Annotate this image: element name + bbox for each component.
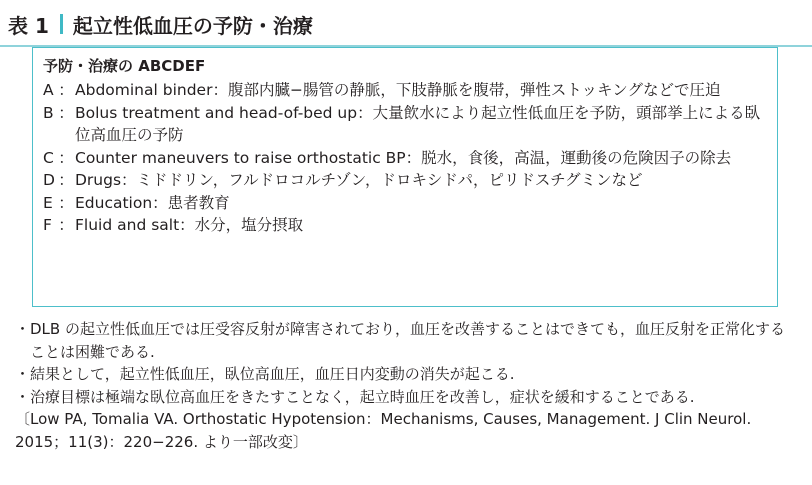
note-bullet: ・ bbox=[15, 320, 31, 338]
table-number: 表 1 bbox=[8, 13, 49, 38]
list-item-d bbox=[43, 169, 769, 192]
note-text: DLB の起立性低血圧では圧受容反射が障害されており，血圧を改善することはできても，血圧反射を正常化することは困難である. bbox=[30, 320, 785, 361]
abcdef-list bbox=[43, 79, 769, 237]
note-item bbox=[15, 363, 785, 386]
item-text: Bolus treatment and head-of-bed up：大量飲水により起立性低血圧を予防，頭部挙上による臥位高血圧の予防 bbox=[75, 103, 761, 144]
item-letter: D bbox=[43, 171, 55, 189]
item-letter: C bbox=[43, 148, 54, 167]
note-item bbox=[15, 386, 785, 409]
item-colon: ： bbox=[58, 148, 74, 167]
item-colon: ： bbox=[58, 171, 74, 189]
note-text: 結果として，起立性低血圧，臥位高血圧，血圧日内変動の消失が起こる. bbox=[30, 365, 515, 383]
table-title bbox=[8, 9, 313, 39]
item-letter: B bbox=[43, 103, 54, 122]
item-colon: ： bbox=[58, 103, 74, 122]
item-text: Counter maneuvers to raise orthostatic BP：脱水，食後，高温，運動後の危険因子の除去 bbox=[75, 148, 732, 167]
list-item-a bbox=[43, 79, 769, 102]
table-title-text: 起立性低血圧の予防・治療 bbox=[72, 13, 313, 38]
item-colon: ： bbox=[58, 216, 74, 234]
notes-section bbox=[15, 318, 785, 454]
box-heading: 予防・治療の ABCDEF bbox=[43, 57, 206, 75]
note-bullet: ・ bbox=[15, 387, 31, 406]
list-item-e bbox=[43, 192, 769, 215]
item-text: Drugs：ミドドリン，フルドロコルチゾン，ドロキシドパ，ピリドスチグミンなど bbox=[75, 171, 643, 189]
item-text: Education：患者教育 bbox=[75, 193, 230, 212]
list-item-b bbox=[43, 102, 769, 147]
note-text: 治療目標は極端な臥位高血圧をきたすことなく，起立時血圧を改善し，症状を緩和することである. bbox=[30, 387, 695, 406]
item-letter: E bbox=[43, 193, 53, 212]
item-letter: A bbox=[43, 81, 54, 99]
item-colon: ： bbox=[58, 193, 74, 212]
title-accent-bar bbox=[60, 14, 63, 34]
reference-citation: 〔Low PA, Tomalia VA. Orthostatic Hypotension：Mechanisms, Causes, Management. J Clin Neurol. 2015；11(3)：220−226. より一部改変〕 bbox=[15, 410, 752, 451]
abcdef-box bbox=[32, 47, 778, 307]
item-colon: ： bbox=[58, 81, 74, 99]
item-letter: F bbox=[43, 216, 52, 234]
list-item-f bbox=[43, 214, 769, 237]
item-text: Fluid and salt：水分，塩分摂取 bbox=[75, 216, 304, 234]
list-item-c bbox=[43, 147, 769, 170]
note-item bbox=[15, 318, 785, 363]
item-text: Abdominal binder：腹部内臓−腸管の静脈，下肢静脈を腹帯，弾性ストッキングなどで圧迫 bbox=[75, 81, 721, 99]
note-bullet: ・ bbox=[15, 365, 31, 383]
